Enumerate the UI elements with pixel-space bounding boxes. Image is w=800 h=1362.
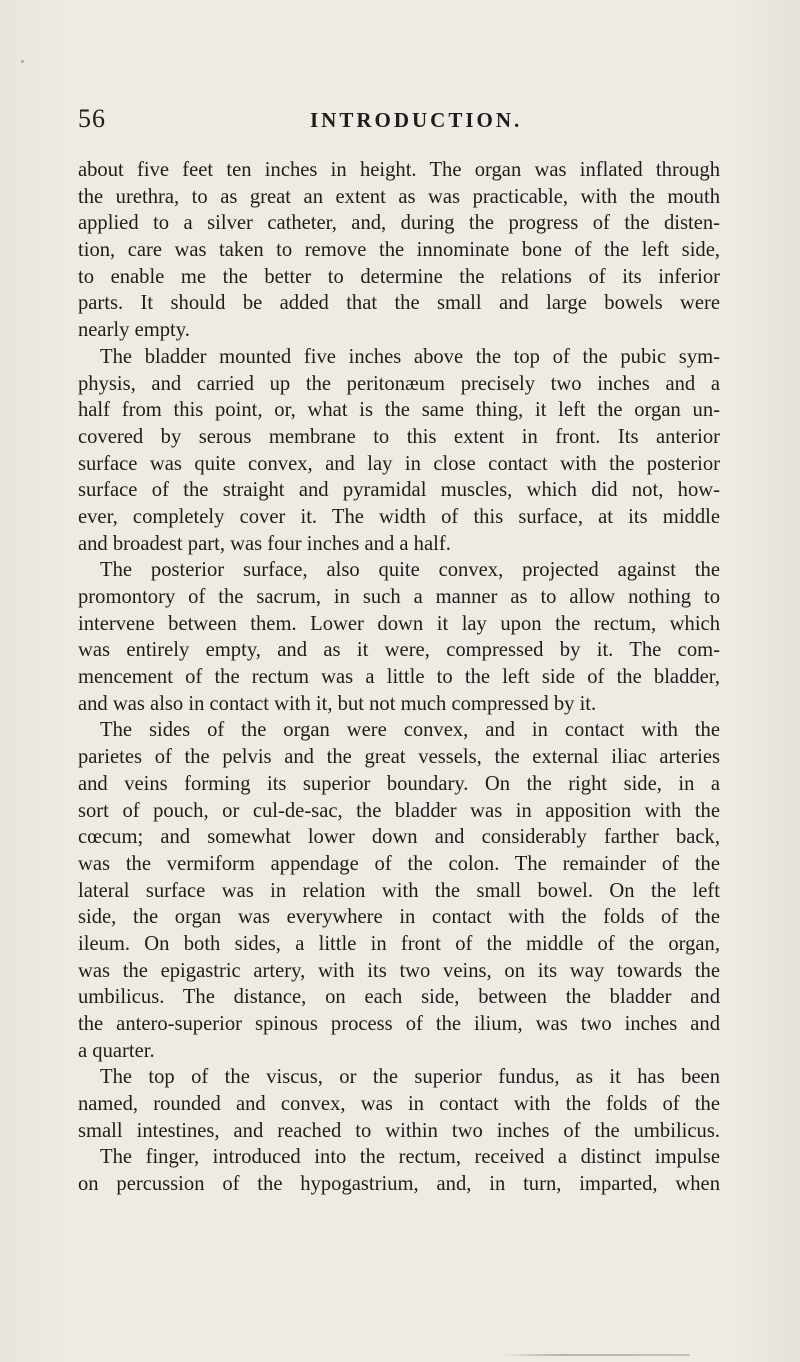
text-line: promontory of the sacrum, in such a manner as to allow nothing to [78,586,720,608]
page-number: 56 [78,104,106,133]
text-line: sort of pouch, or cul-de-sac, the bladder was in apposition with the [78,799,720,822]
text-line: tion, care was taken to remove the innominate bone of the left side, [78,239,720,262]
text-line: half from this point, or, what is the same thing, it left the organ un- [78,399,720,422]
text-line: and broadest part, was four inches and a half. [78,532,451,555]
text-line: named, rounded and convex, was in contact with the folds of the [78,1093,720,1116]
text-line: intervene between them. Lower down it lay upon the rectum, which [78,612,720,635]
text-line: parts. It should be added that the small and large bowels were [78,292,720,315]
text-line: was entirely empty, and as it were, compressed by it. The com- [78,639,720,662]
text-line: mencement of the rectum was a little to the left side of the bladder, [78,666,720,689]
text-line: applied to a silver catheter, and, during the progress of the disten- [78,212,720,235]
text-line: The posterior surface, also quite convex, projected against the [100,559,720,582]
paper-speck [21,60,24,63]
text-line: lateral surface was in relation with the small bowel. On the left [78,879,720,902]
text-line: ileum. On both sides, a little in front of the middle of the organ, [78,932,720,955]
text-line: to enable me the better to determine the relations of its inferior [78,265,720,288]
text-line: and veins forming its superior boundary. On the right side, in a [78,772,720,795]
text-line: surface was quite convex, and lay in close contact with the posterior [78,452,720,475]
text-line: The top of the viscus, or the superior fundus, as it has been [100,1066,720,1089]
text-line: covered by serous membrane to this extent in front. Its anterior [78,425,720,448]
text-line: the urethra, to as great an extent as was practicable, with the mouth [78,185,720,208]
text-line: The sides of the organ were convex, and in contact with the [100,719,720,742]
text-line: physis, and carried up the peritonæum precisely two inches and a [78,372,720,395]
text-line: a quarter. [78,1039,155,1062]
bottom-edge-mark [500,1354,690,1356]
text-line: was the epigastric artery, with its two veins, on its way towards the [78,959,720,982]
text-line: parietes of the pelvis and the great vessels, the external iliac arteries [78,746,720,769]
text-line: The finger, introduced into the rectum, received a distinct impulse [100,1146,720,1169]
text-line: umbilicus. The distance, on each side, between the bladder and [78,986,720,1009]
text-line: small intestines, and reached to within two inches of the umbilicus. [78,1119,720,1142]
text-line: the antero-superior spinous process of the ilium, was two inches and [78,1013,720,1035]
text-line: nearly empty. [78,319,190,342]
text-line: and was also in contact with it, but not much compressed by it. [78,692,597,715]
page-header [78,104,718,138]
text-line: cœcum; and somewhat lower down and considerably farther back, [78,826,720,849]
text-line: on percussion of the hypogastrium, and, in turn, imparted, when [78,1173,720,1196]
text-line: The bladder mounted five inches above the top of the pubic sym- [100,345,720,368]
text-line: was the vermiform appendage of the colon. The remainder of the [78,852,720,875]
text-line: ever, completely cover it. The width of this surface, at its middle [78,505,720,528]
running-head: INTRODUCTION. [310,108,523,132]
text-line: about five feet ten inches in height. The organ was inflated through [78,159,720,181]
text-line: side, the organ was everywhere in contact with the folds of the [78,906,720,929]
body-text [78,157,720,1198]
text-line: surface of the straight and pyramidal muscles, which did not, how- [78,479,720,502]
